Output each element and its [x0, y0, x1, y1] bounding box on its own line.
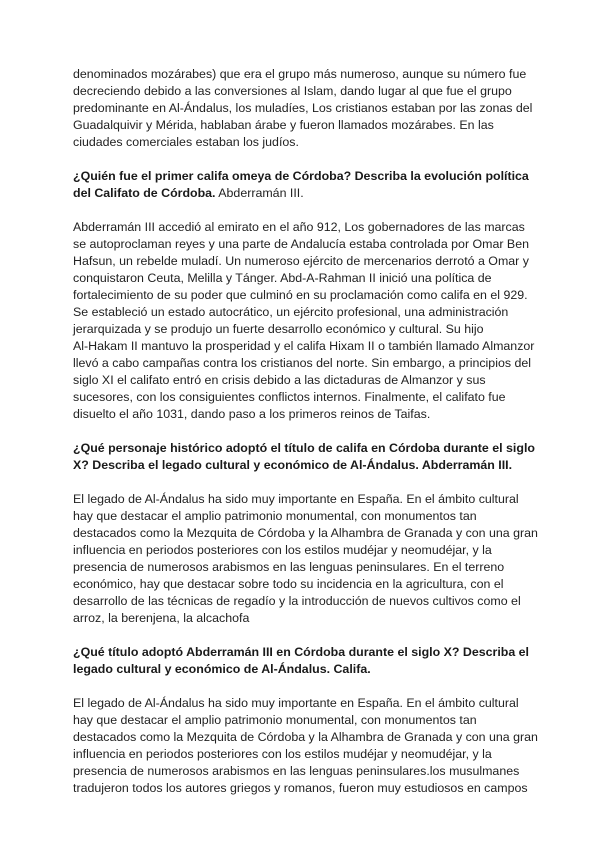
text-line: influencia en periodos posteriores con los estilos mudéjar y neomudéjar, y la	[73, 543, 492, 557]
body-paragraph	[73, 66, 535, 151]
text-line: llevó a cabo campañas contra los cristianos del norte. Sin embargo, a principios del	[73, 356, 532, 370]
question-text: legado cultural y económico de Al-Ándalus. Califa.	[73, 662, 371, 676]
body-paragraph	[73, 491, 538, 627]
question-paragraph	[73, 168, 535, 202]
text-line: fortalecimiento de su poder que culminó en su proclamación como califa en el 929.	[73, 288, 528, 302]
body-paragraph	[73, 695, 538, 797]
body-paragraph	[73, 219, 535, 423]
text-line	[73, 185, 535, 202]
paragraph-gap	[73, 202, 535, 219]
text-line: presencia de numerosos arabismos en las lenguas peninsulares. En el terreno	[73, 560, 505, 574]
text-line: destacados como la Mezquita de Córdoba y la Alhambra de Granada y con una gran	[73, 526, 538, 540]
text-line: conquistaron Ceuta, Melilla y Tánger. Abd-A-Rahman II inició una política de	[73, 271, 492, 285]
text-line: hay que destacar el amplio patrimonio monumental, con monumentos tan	[73, 509, 477, 523]
text-line: hay que destacar el amplio patrimonio monumental, con monumentos tan	[73, 713, 477, 727]
paragraph-gap	[73, 474, 535, 491]
paragraph-gap	[73, 678, 535, 695]
text-line: sucesores, con los consiguientes conflictos internos. Finalmente, el califato fue	[73, 390, 506, 404]
text-line: económico, hay que destacar sobre todo su incidencia en la agricultura, con el	[73, 577, 504, 591]
text-line: presencia de numerosos arabismos en las lenguas peninsulares.los musulmanes	[73, 764, 520, 778]
question-text: ¿Quién fue el primer califa omeya de Córdoba? Describa la evolución política	[73, 169, 529, 183]
question-text: X? Describa el legado cultural y económico de Al-Ándalus. Abderramán III.	[73, 458, 513, 472]
document-page	[73, 66, 538, 797]
text-line: jerarquizada y se produjo un fuerte desarrollo económico y cultural. Su hijo	[73, 322, 484, 336]
text-line: El legado de Al-Ándalus ha sido muy importante en España. En el ámbito cultural	[73, 492, 519, 506]
text-line: desarrollo de las técnicas de regadío y la introducción de nuevos cultivos como el	[73, 594, 521, 608]
text-line: El legado de Al-Ándalus ha sido muy importante en España. En el ámbito cultural	[73, 696, 519, 710]
text-line: siglo XI el califato entró en crisis debido a las dictaduras de Almanzor y sus	[73, 373, 486, 387]
text-line	[73, 644, 535, 661]
text-line: disuelto el año 1031, dando paso a los primeros reinos de Taifas.	[73, 407, 431, 421]
text-line: tradujeron todos los autores griegos y romanos, fueron muy estudiosos en campos	[73, 781, 528, 795]
text-line: arroz, la berenjena, la alcachofa	[73, 611, 250, 625]
question-text: ¿Qué personaje histórico adoptó el título de califa en Córdoba durante el siglo	[73, 441, 535, 455]
text-line: decreciendo debido a las conversiones al Islam, dando lugar al que fue el grupo	[73, 84, 512, 98]
short-answer: Abderramán III.	[215, 186, 304, 200]
text-line	[73, 168, 535, 185]
text-line: Se estableció un estado autocrático, un ejército profesional, una administración	[73, 305, 509, 319]
text-line	[73, 457, 535, 474]
question-text: del Califato de Córdoba.	[73, 186, 216, 200]
text-line: Abderramán III accedió al emirato en el año 912, Los gobernadores de las marcas	[73, 220, 525, 234]
text-line	[73, 440, 535, 457]
text-line: destacados como la Mezquita de Córdoba y la Alhambra de Granada y con una gran	[73, 730, 538, 744]
text-line: influencia en periodos posteriores con los estilos mudéjar y neomudéjar, y la	[73, 747, 492, 761]
text-line: predominante en Al-Ándalus, los muladíes, Los cristianos estaban por las zonas del	[73, 101, 533, 115]
text-line: ciudades comerciales estaban los judíos.	[73, 135, 299, 149]
paragraph-gap	[73, 627, 535, 644]
paragraph-gap	[73, 423, 535, 440]
question-text: ¿Qué título adoptó Abderramán III en Córdoba durante el siglo X? Describa el	[73, 645, 529, 659]
text-line: se autoproclaman reyes y una parte de Andalucía estaba controlada por Omar Ben	[73, 237, 529, 251]
text-line: Al-Hakam II mantuvo la prosperidad y el califa Hixam II o también llamado Almanzor	[73, 339, 535, 353]
text-line: Hafsun, un rebelde muladí. Un numeroso ejército de mercenarios derrotó a Omar y	[73, 254, 529, 268]
question-paragraph	[73, 440, 535, 474]
text-line: Guadalquivir y Mérida, hablaban árabe y fueron llamados mozárabes. En las	[73, 118, 494, 132]
text-line	[73, 661, 535, 678]
paragraph-gap	[73, 151, 535, 168]
text-line: denominados mozárabes) que era el grupo más numeroso, aunque su número fue	[73, 67, 527, 81]
question-paragraph	[73, 644, 535, 678]
